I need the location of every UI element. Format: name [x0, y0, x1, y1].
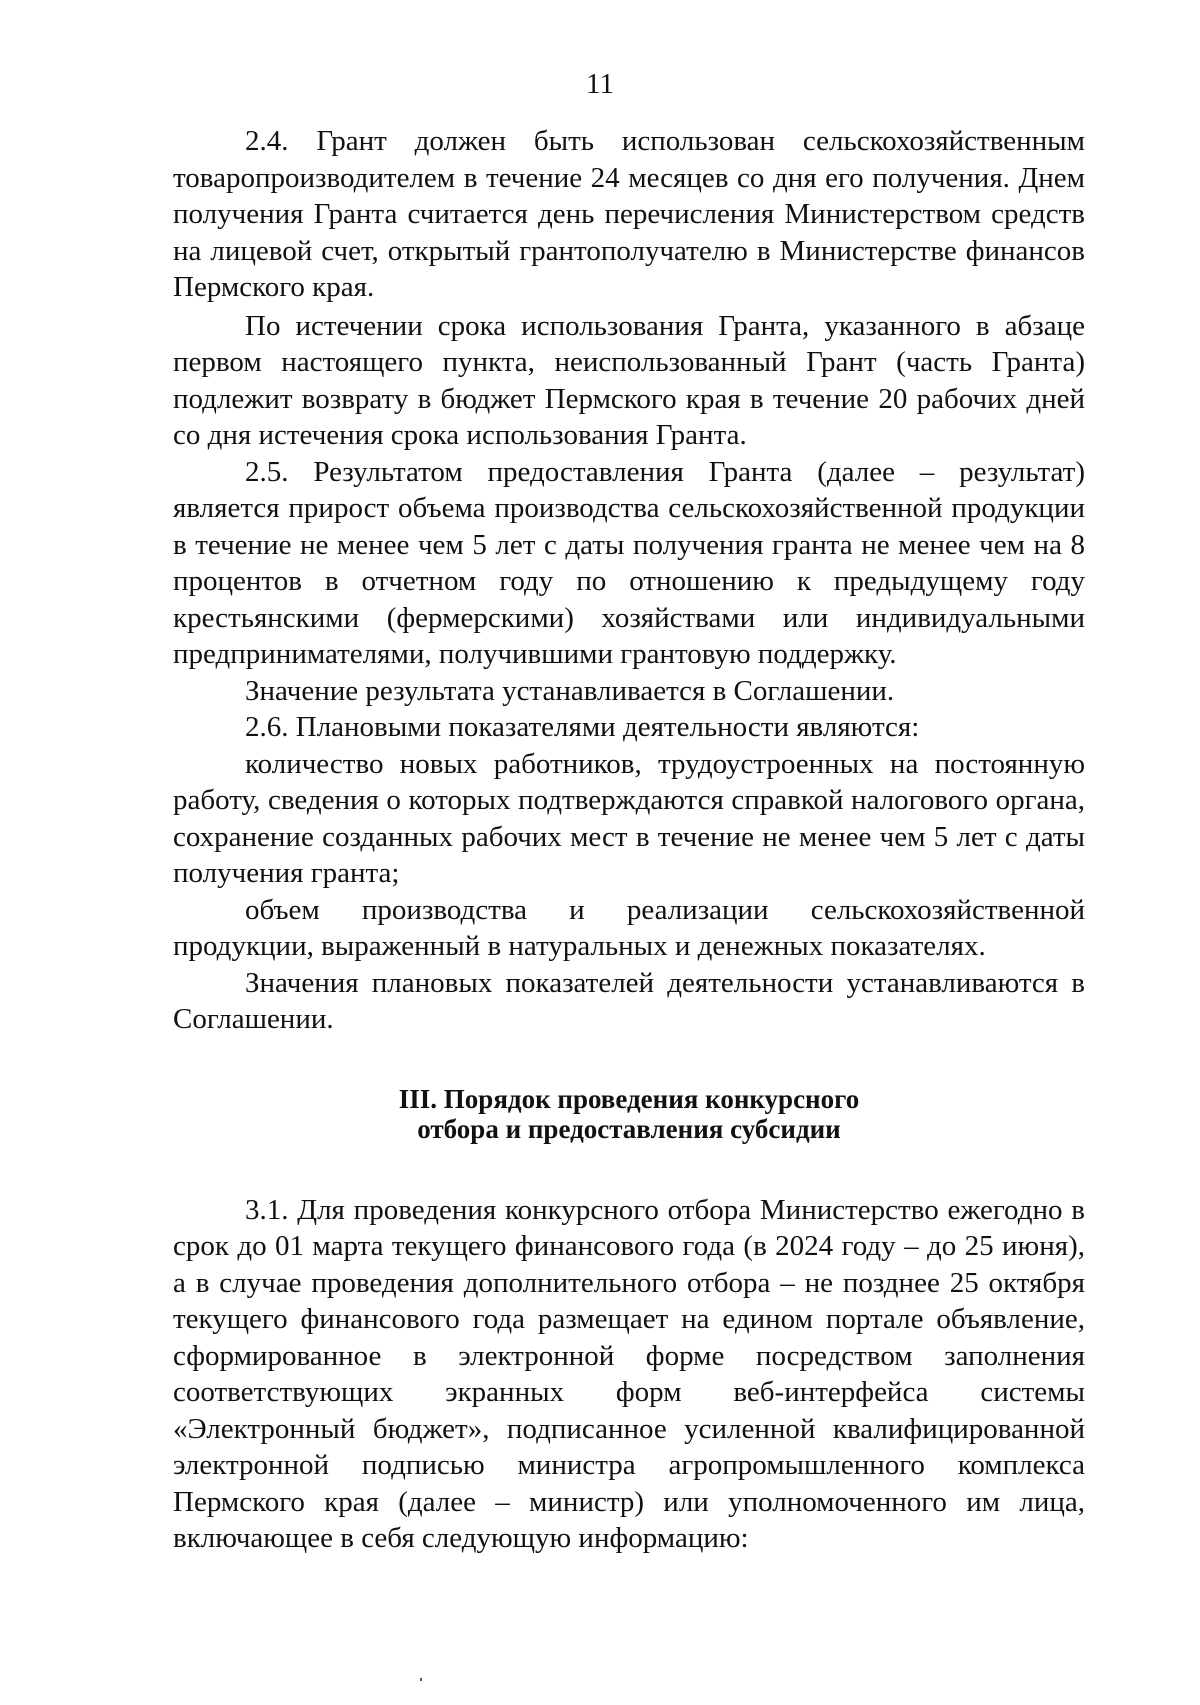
paragraph-result-value: Значение результата устанавливается в Соглашении. [245, 674, 895, 707]
paragraph-3-1: 3.1. Для проведения конкурсного отбора Министерство ежегодно в срок до 01 марта текущего финансового года (в 2024 году – до 25 июня), а в случае проведения дополнительного отбора – не позднее 25 октября текущего финансового года размещает на едином портале объявление, сформированное в электронной форме посредством заполнения соответствующих экранных форм веб-интерфейса системы «Электронный бюджет», подписанное усиленной квалифицированной электронной подписью министра агропромышленного комплекса Пермского края (далее – министр) или уполномоченного им лица, включающее в себя следующую информацию: [173, 1193, 1085, 1554]
paragraph-plan-values: Значения плановых показателей деятельности устанавливаются в Соглашении. [173, 966, 1085, 1035]
scan-speck [420, 1678, 422, 1681]
paragraph-2-4: 2.4. Грант должен быть использован сельскохозяйственным товаропроизводителем в течение 24 месяцев со дня его получения. Днем получения Гранта считается день перечисления Министерством средств на лицевой счет, открытый грантополучателю в Министерстве финансов Пермского края. [173, 125, 1085, 303]
document-body [173, 123, 1085, 1557]
section-heading [173, 1084, 1085, 1144]
page-number: 11 [586, 68, 614, 100]
paragraph-new-workers: количество новых работников, трудоустроенных на постоянную работу, сведения о которых подтверждаются справкой налогового органа, сохранение созданных рабочих мест в течение не менее чем 5 лет с даты получения гранта; [173, 747, 1085, 889]
section-heading-line-2: отбора и предоставления субсидии [417, 1113, 841, 1144]
paragraph-2-6: 2.6. Плановыми показателями деятельности являются: [245, 711, 920, 743]
paragraph-production-volume: объем производства и реализации сельскохозяйственной продукции, выраженный в натуральных и денежных показателях. [173, 893, 1085, 962]
paragraph-grant-return: По истечении срока использования Гранта, указанного в абзаце первом настоящего пункта, неиспользованный Грант (часть Гранта) подлежит возврату в бюджет Пермского края в течение 20 рабочих дней со дня истечения срока использования Гранта. [173, 309, 1085, 451]
paragraph-2-5: 2.5. Результатом предоставления Гранта (далее – результат) является прирост объема производства сельскохозяйственной продукции в течение не менее чем 5 лет с даты получения гранта не менее чем на 8 процентов в отчетном году по отношению к предыдущему году крестьянскими (фермерскими) хозяйствами или индивидуальными предпринимателями, получившими грантовую поддержку. [173, 455, 1085, 670]
section-heading-line-1: III. Порядок проведения конкурсного [398, 1083, 860, 1114]
